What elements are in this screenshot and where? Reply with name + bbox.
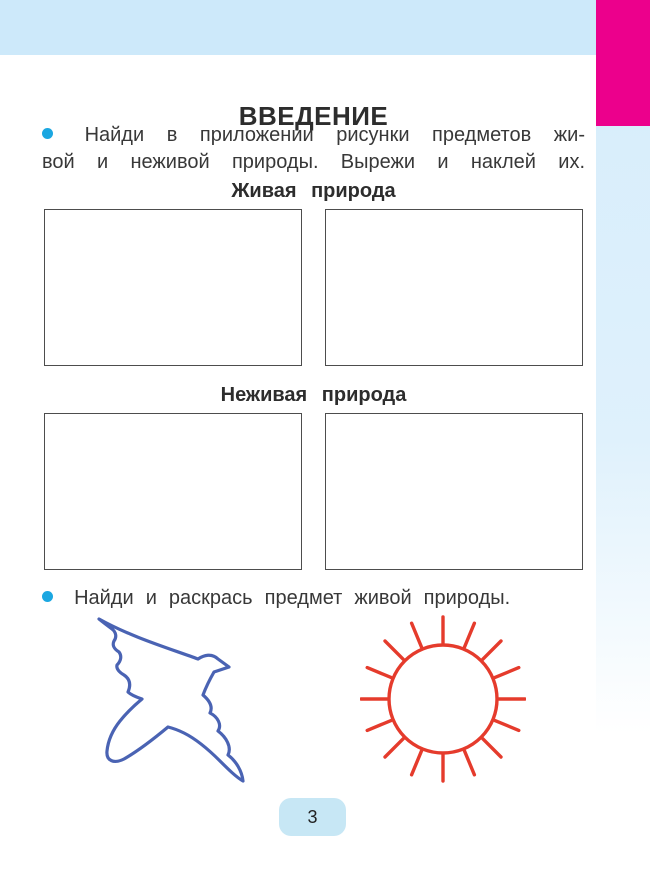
bird-outline-path: [99, 619, 243, 781]
top-band: [0, 0, 650, 55]
sun-ray: [385, 641, 403, 659]
page-title: ВВЕДЕНИЕ: [238, 101, 389, 132]
sun-ray: [483, 739, 501, 757]
paste-box-nonliving-1: [44, 413, 302, 570]
task-1-line-1: [42, 122, 585, 149]
living-nature-box-row: [44, 209, 583, 369]
task-paragraph-1: [42, 122, 585, 176]
page-number-badge: 3: [279, 798, 346, 836]
sun-ray: [367, 720, 391, 730]
side-strip: [596, 55, 650, 755]
sun-ray: [464, 751, 474, 775]
sun-ray: [367, 668, 391, 678]
sun-ray: [495, 668, 519, 678]
bullet-icon: [42, 128, 53, 139]
task-paragraph-2: [42, 585, 585, 612]
paste-box-living-2: [325, 209, 583, 366]
task-1-line-1-text: Найди в приложении рисунки предметов жи-: [84, 124, 586, 146]
bullet-icon: [42, 591, 53, 602]
pink-corner-block: [596, 0, 650, 126]
paste-box-nonliving-2: [325, 413, 583, 570]
sun-ray: [385, 739, 403, 757]
task-2-line-1-text: Найди и раскрась предмет живой природы.: [74, 587, 511, 609]
section-heading-living-nature: Живая природа: [231, 180, 396, 202]
sun-ray: [464, 623, 474, 647]
section-heading-nonliving-nature: Неживая природа: [220, 384, 407, 406]
paste-box-living-1: [44, 209, 302, 366]
sun-ray: [412, 623, 422, 647]
task-1-line-2: вой и неживой природы. Вырежи и наклей их.: [42, 151, 585, 173]
sun-outline-drawing: [360, 613, 526, 785]
task-2-line-1: [42, 585, 585, 612]
sun-ray: [483, 641, 501, 659]
sun-circle: [389, 645, 497, 753]
sun-ray: [412, 751, 422, 775]
bird-outline-drawing: [86, 609, 258, 793]
sun-ray: [495, 720, 519, 730]
bird-outline-path-group: [99, 619, 243, 781]
nonliving-nature-box-row: [44, 413, 583, 573]
sun-outline-group: [361, 617, 525, 781]
